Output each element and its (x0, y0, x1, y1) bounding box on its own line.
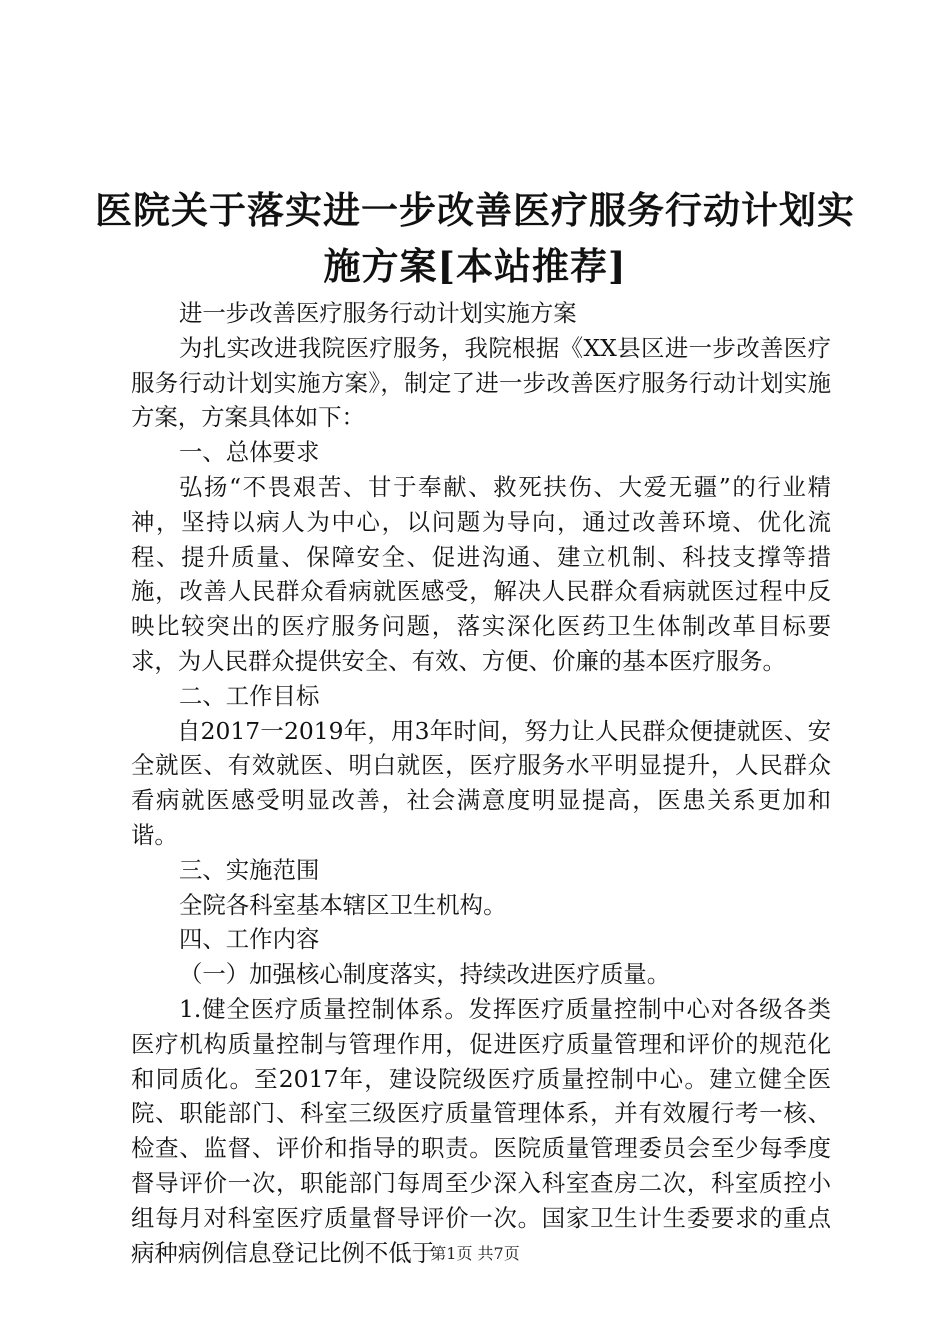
general-requirements-paragraph: 弘扬“不畏艰苦、甘于奉献、救死扶伤、大爱无疆”的行业精神，坚持以病人为中心，以问题为导向，通过改善环境、优化流程、提升质量、保障安全、促进沟通、建立机制、科技支撑等措施，改善人民群众看病就医感受，解决人民群众看病就医过程中反映比较突出的医疗服务问题，落实深化医药卫生体制改革目标要求，为人民群众提供安全、有效、方便、价廉的基本医疗服务。 (131, 472, 831, 675)
subsection-heading-1: （一）加强核心制度落实，持续改进医疗质量。 (179, 960, 671, 989)
document-body (131, 296, 831, 1270)
document-title-line-1: 医院关于落实进一步改善医疗服务行动计划实 (95, 188, 855, 232)
section-heading-2: 二、工作目标 (179, 681, 320, 710)
quality-control-paragraph: 1.健全医疗质量控制体系。发挥医疗质量控制中心对各级各类医疗机构质量控制与管理作用，促进医疗质量管理和评价的规范化和同质化。至2017年，建设院级医疗质量控制中心。建立健全医院、职能部门、科室三级医疗质量管理体系，并有效履行考一核、检查、监督、评价和指导的职责。医院质量管理委员会至少每季度督导评价一次，职能部门每周至少深入科室查房二次，科室质控小组每月对科室医疗质量督导评价一次。国家卫生计生委要求的重点病种病例信息登记比例不低于 (131, 994, 831, 1267)
section-heading-1: 一、总体要求 (179, 438, 320, 467)
intro-paragraph: 为扎实改进我院医疗服务，我院根据《XX县区进一步改善医疗服务行动计划实施方案》，制定了进一步改善医疗服务行动计划实施方案，方案具体如下： (131, 333, 831, 432)
section-heading-3: 三、实施范围 (179, 855, 320, 884)
plan-heading: 进一步改善医疗服务行动计划实施方案 (179, 299, 577, 327)
section-heading-4: 四、工作内容 (179, 925, 320, 954)
document-title-line-2: 施方案[本站推荐] (323, 244, 627, 288)
work-goals-paragraph: 自2017一2019年，用3年时间，努力让人民群众便捷就医、安全就医、有效就医、明白就医，医疗服务水平明显提升，人民群众看病就医感受明显改善，社会满意度明显提高，医患关系更加和谐。 (131, 716, 831, 849)
page-number-footer: 第1页 共7页 (430, 1244, 520, 1263)
scope-paragraph: 全院各科室基本辖区卫生机构。 (179, 890, 507, 919)
